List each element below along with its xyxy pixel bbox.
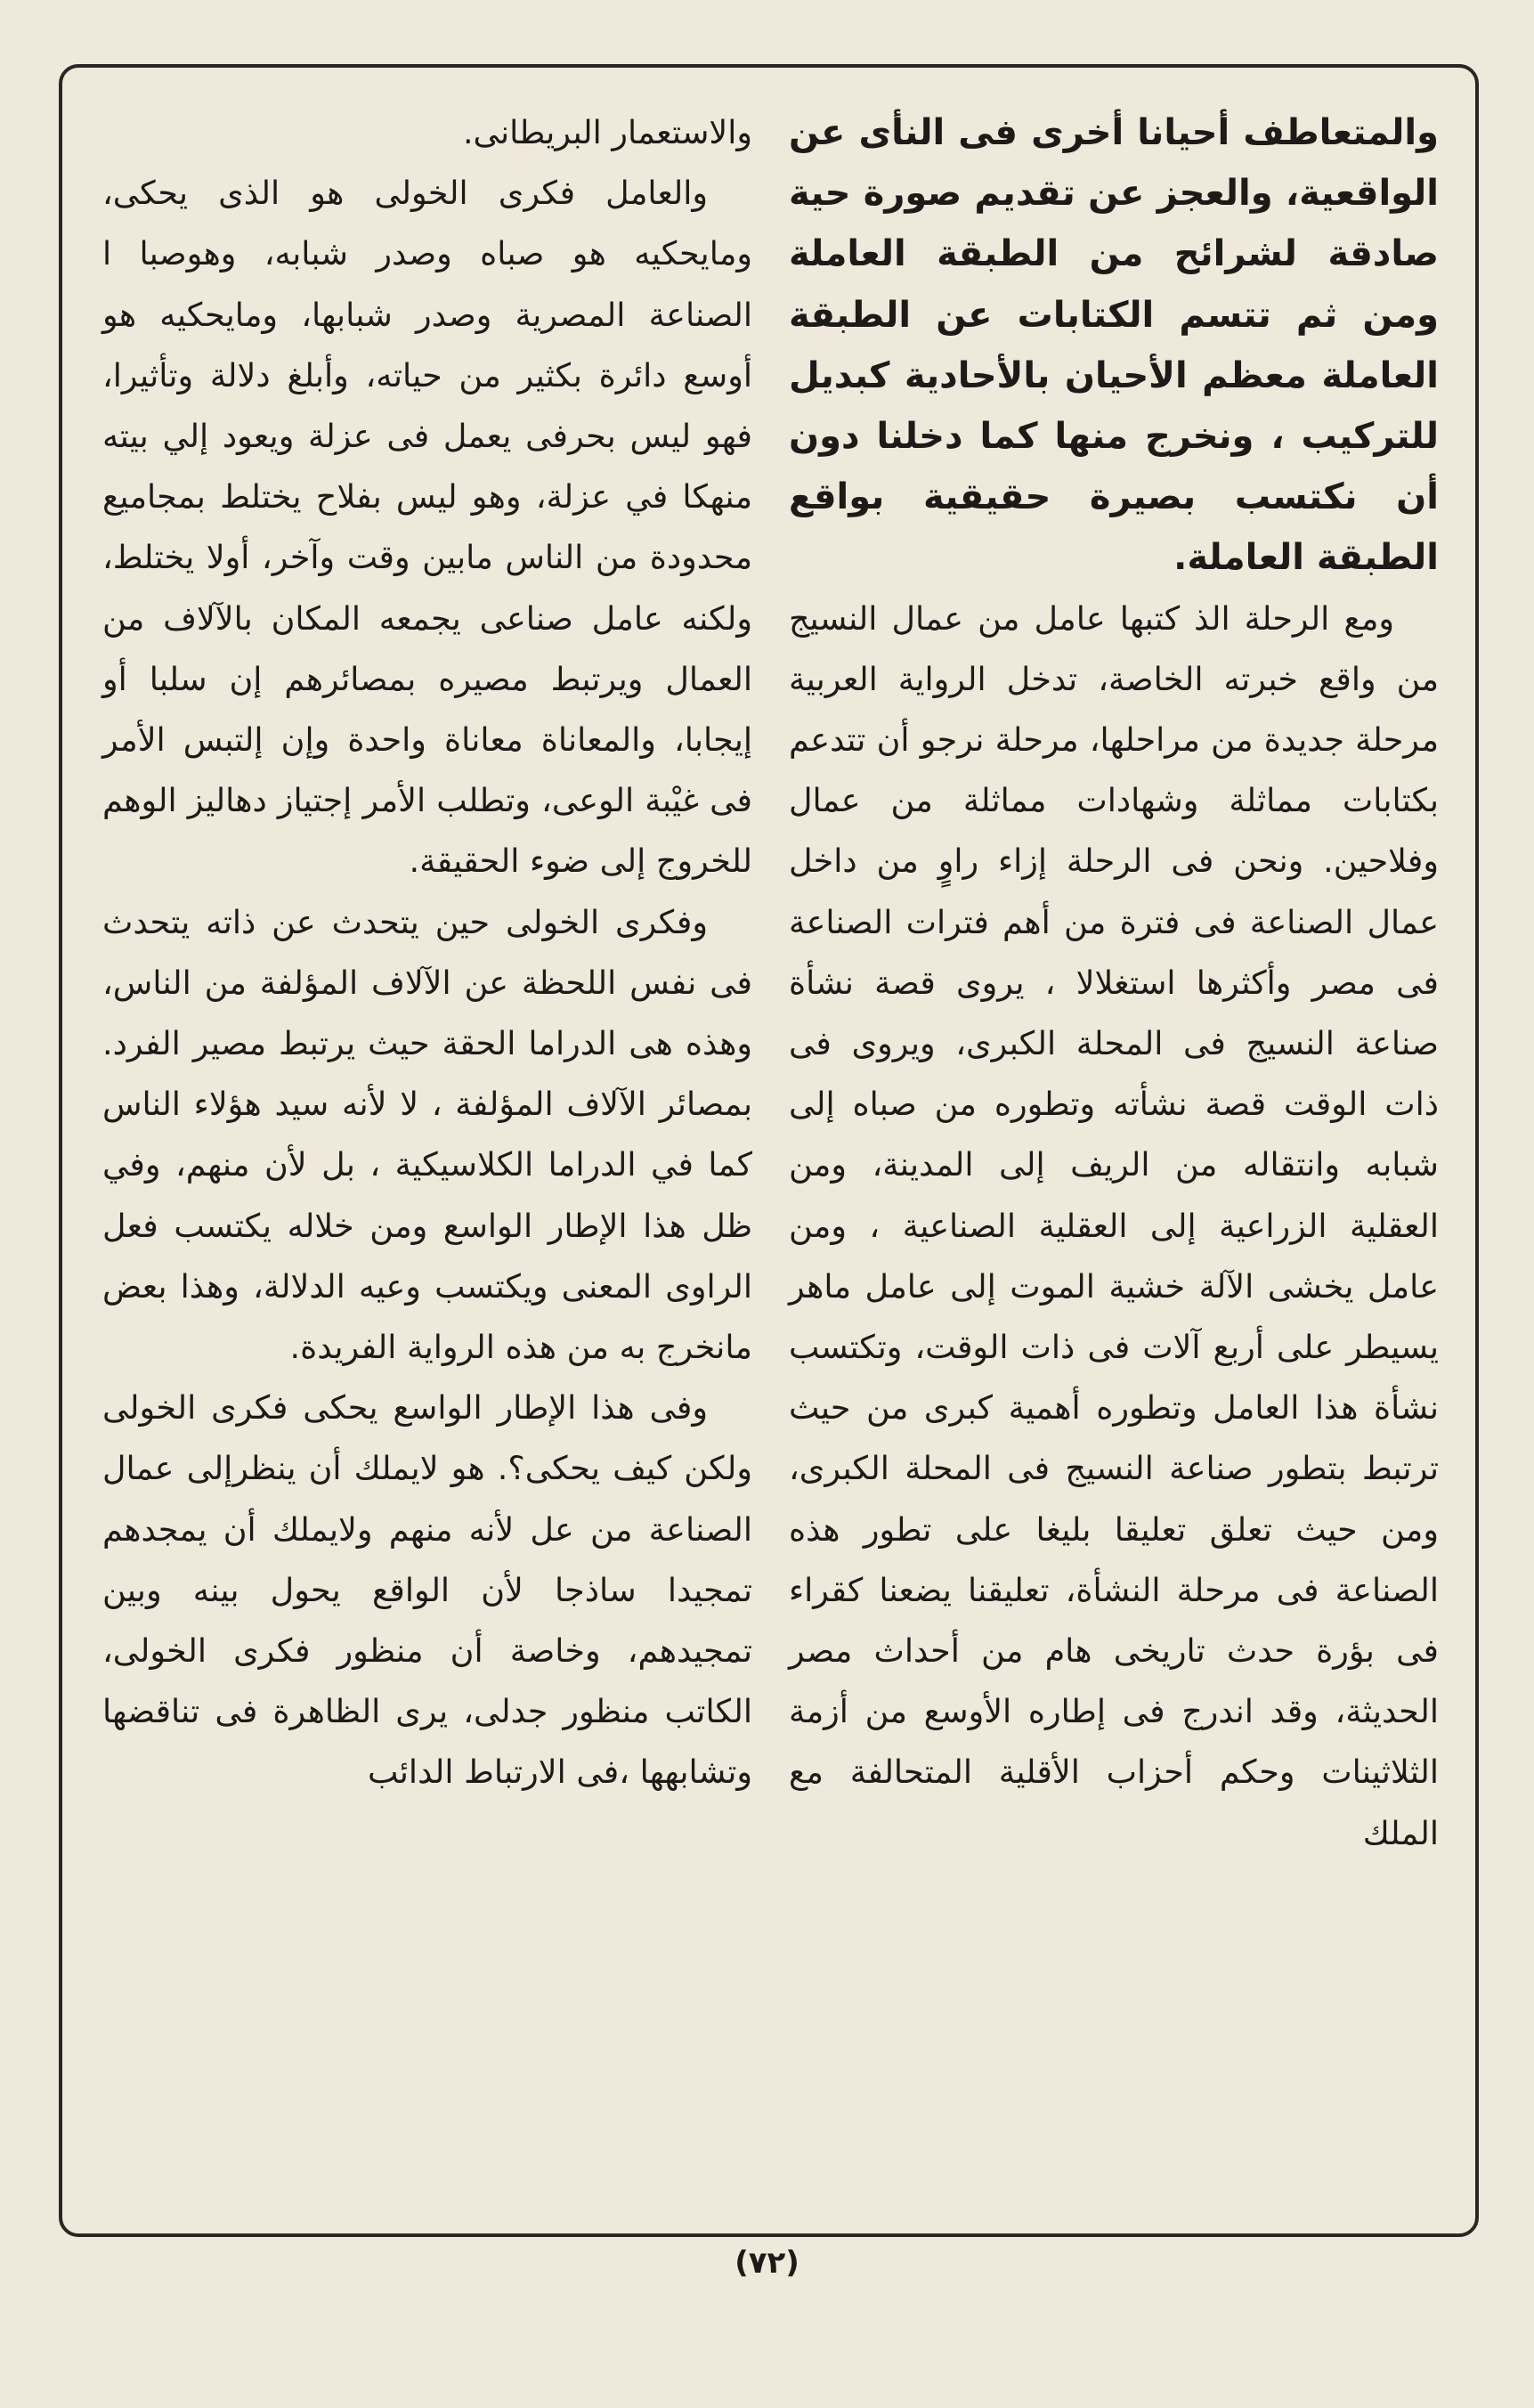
page-number: (٧٢): [735, 2245, 799, 2281]
left-column-paragraph-2: وفكرى الخولى حين يتحدث عن ذاته يتحدث فى نفس اللحظة عن الآلاف المؤلفة من الناس، وهذه هى الدراما الحقة حيث يرتبط مصير الفرد. بمصائر الآلاف المؤلفة ، لا لأنه سيد هؤلاء الناس كما في الدراما الكلاسيكية ، بل لأن منهم، وفي ظل هذا الإطار الواسع ومن خلاله يكتسب فعل الراوى المعنى ويكتسب وعيه الدلالة، وهذا بعض مانخرج به من هذه الرواية الفريدة.: [102, 902, 752, 1367]
left-column-continuation: والاستعمار البريطانى.: [462, 113, 752, 151]
left-column: [102, 102, 752, 1803]
left-column-paragraph-3: وفى هذا الإطار الواسع يحكى فكرى الخولى ولكن كيف يحكى؟. هو لايملك أن ينظرإلى عمال الصناعة من عل لأنه منهم ولايملك أن يمجدهم تمجيدا ساذجا لأن الواقع يحول بينه وبين تمجيدهم، وخاصة أن منظور فكرى الخولى، الكاتب منظور جدلى، يرى الظاهرة فى تناقضها وتشابهها ،فى الارتباط الدائب: [102, 1388, 752, 1792]
right-column-bold-intro: والمتعاطف أحيانا أخرى فى النأى عن الواقعية، والعجز عن تقديم صورة حية صادقة لشرائح من الطبقة العاملة ومن ثم تتسم الكتابات عن الطبقة العاملة معظم الأحيان بالأحادية كبديل للتركيب ، ونخرج منها كما دخلنا دون أن نكتسب بصيرة حقيقية بواقع الطبقة العاملة.: [789, 112, 1439, 579]
left-column-paragraph-1: والعامل فكرى الخولى هو الذى يحكى، ومايحكيه هو صباه وصدر شبابه، وهوصبا ا الصناعة المصرية وصدر شبابها، ومايحكيه هو أوسع دائرة بكثير من حياته، وأبلغ دلالة وتأثيرا، فهو ليس بحرفى يعمل فى عزلة ويعود إلي بيته منهكا في عزلة، وهو ليس بفلاح يختلط بمجاميع محدودة من الناس مابين وقت وآخر، أولا يختلط، ولكنه عامل صناعى يجمعه المكان بالآلاف من العمال ويرتبط مصيره بمصائرهم إن سلبا أو إيجابا، والمعاناة معاناة واحدة وإن إلتبس الأمر فى غيْبة الوعى، وتطلب الأمر إجتياز دهاليز الوهم للخروج إلى ضوء الحقيقة.: [102, 174, 752, 881]
right-column-paragraph: ومع الرحلة الذ كتبها عامل من عمال النسيج من واقع خبرته الخاصة، تدخل الرواية العربية مرحلة جديدة من مراحلها، مرحلة نرجو أن تتدعم بكتابات مماثلة وشهادات مماثلة من عمال وفلاحين. ونحن فى الرحلة إزاء راوٍ من داخل عمال الصناعة فى فترة من أهم فترات الصناعة فى مصر وأكثرها استغلالا ، يروى قصة نشأة صناعة النسيج فى المحلة الكبرى، ويروى فى ذات الوقت قصة نشأته وتطوره من صباه إلى شبابه وانتقاله من الريف إلى المدينة، ومن العقلية الزراعية إلى العقلية الصناعية ، ومن عامل يخشى الآلة خشية الموت إلى عامل ماهر يسيطر على أربع آلات فى ذات الوقت، وتكتسب نشأة هذا العامل وتطوره أهمية كبرى من حيث ترتبط بتطور صناعة النسيج فى المحلة الكبرى، ومن حيث تعلق تعليقا بليغا على تطور هذه الصناعة فى مرحلة النشأة، تعليقنا يضعنا كقراء فى بؤرة حدث تاريخى هام من أحداث مصر الحديثة، وقد اندرج فى إطاره الأوسع من أزمة الثلاثينات وحكم أحزاب الأقلية المتحالفة مع الملك: [789, 598, 1439, 1852]
right-column: [789, 102, 1439, 1864]
